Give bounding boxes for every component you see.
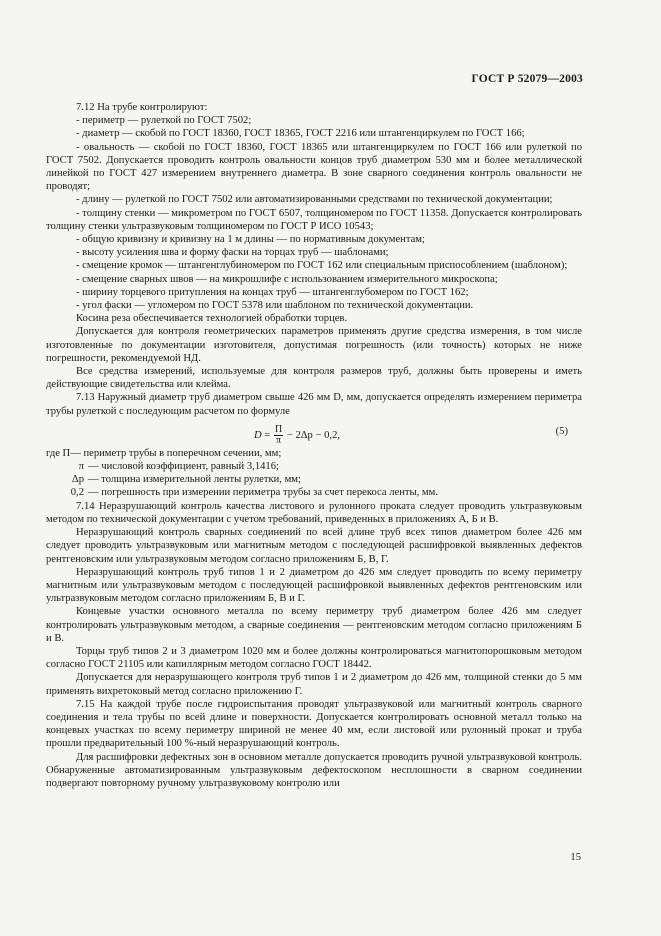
list-item: - смещение сварных швов — на микрошлифе с использованием измерительного микроскопа; bbox=[76, 273, 498, 285]
paragraph: Все средства измерений, используемые для контроля размеров труб, должны быть проверены и иметь действующие свидетельства или клейма. bbox=[46, 366, 582, 391]
where-definition: — погрешность при измерении периметра трубы за счет перекоса ленты, мм. bbox=[88, 487, 438, 499]
clause-7-15: 7.15 На каждой трубе после гидроиспытания проводят ультразвуковой или магнитный контроль сварного соединения и тела трубы по всей длине и поверхности. Допускается контролировать основной металл только на концевых участках по всему периметру шириной не менее 40 мм, если листовой или рулонный прокат и труба прошли предварительный 100 %-ный неразрушающий контроль. bbox=[46, 698, 582, 750]
where-definition: — числовой коэффициент, равный 3,1416; bbox=[88, 461, 279, 473]
paragraph: Концевые участки основного металла по всему периметру труб диаметром более 426 мм следует контролировать ультразвуковым методом, а сварные соединения — рентгеновским методом согласно приложениям Б и В. bbox=[46, 606, 582, 644]
formula-fraction bbox=[274, 425, 283, 446]
paragraph: Неразрушающий контроль труб типов 1 и 2 диаметром до 426 мм следует проводить по всему периметру магнитным или ультразвуковым методом с последующей расшифровкой выявленных дефектов рентгеновским или ультразвуковым методом согласно приложениям Б, В и Г. bbox=[46, 566, 582, 605]
list-item: - ширину торцевого притупления на концах труб — штангенглубомером по ГОСТ 162; bbox=[76, 286, 469, 298]
where-row bbox=[46, 473, 582, 486]
page-number: 15 bbox=[570, 852, 581, 863]
paragraph: Допускается для неразрушающего контроля труб типов 1 и 2 диаметром до 426 мм, толщиной стенки до 5 мм применять вихретоковый метод согласно приложению Г. bbox=[46, 672, 582, 697]
fraction-denominator: π bbox=[276, 434, 282, 446]
clause-7-12: 7.12 На трубе контролируют: bbox=[76, 102, 208, 113]
where-symbol: где П bbox=[46, 447, 71, 459]
paragraph: Торцы труб типов 2 и 3 диаметром 1020 мм и более должны контролироваться магнитопорошковым методом согласно ГОСТ 21105 или капиллярным методом согласно ГОСТ 18442. bbox=[46, 645, 582, 671]
list-item: - смещение кромок — штангенглубиномером по ГОСТ 162 или специальным приспособлением (шаблоном); bbox=[76, 260, 568, 272]
list-item: - овальность — скобой по ГОСТ 18360, ГОСТ 18365 или штангенциркулем по ГОСТ 166 или рулеткой по ГОСТ 7502. Допускается проводить контроль овальности концов труб диаметром 530 мм и более металлической линейкой по ГОСТ 427 измерением внутреннего диаметра. В зоне сварного соединения контроль овальности не проводят; bbox=[46, 141, 582, 193]
clause-7-13: 7.13 Наружный диаметр труб диаметром свыше 426 мм D, мм, допускается определять измерением периметра трубы рулеткой с последующим расчетом по формуле bbox=[46, 392, 582, 417]
clause-7-14: 7.14 Неразрушающий контроль качества листового и рулонного проката следует проводить ультразвуковым методом по технической документации с учетом требований, приведенных в приложениях А, Б и В. bbox=[46, 500, 582, 525]
paragraph: Допускается для контроля геометрических параметров применять другие средства измерения, в том числе изготовленные по документации изготовителя, допустимая погрешность (или точность) которых не ниже погрешности, рекомендуемой НД. bbox=[46, 326, 582, 364]
where-definition: — толщина измерительной ленты рулетки, мм; bbox=[88, 474, 301, 486]
where-row bbox=[46, 460, 582, 473]
list-item: - длину — рулеткой по ГОСТ 7502 или автоматизированными средствами по технической документации; bbox=[76, 194, 553, 206]
list-item: - угол фаски — угломером по ГОСТ 5378 или шаблоном по технической документации. bbox=[76, 300, 474, 312]
paragraph: Косина реза обеспечивается технологией обработки торцев. bbox=[76, 313, 348, 325]
paragraph: Неразрушающий контроль сварных соединений по всей длине труб всех типов диаметром более 426 мм следует проводить ультразвуковым или магнитным методом с последующей расшифровкой выявленных дефектов рентгеновским или ультразвуковым методом согласно приложениям Б, В, Г. bbox=[46, 527, 582, 565]
where-definition: — периметр трубы в поперечном сечении, мм; bbox=[70, 447, 282, 459]
paragraph: Для расшифровки дефектных зон в основном металле допускается проводить ручной ультразвуковой контроль. Обнаруженные автоматизированным ультразвуковым дефектоскопом несплошности в сварном соединении подвергают повторному ручному ультразвуковому контролю или bbox=[46, 751, 582, 789]
formula-equals: = bbox=[261, 429, 273, 441]
list-item: - высоту усиления шва и форму фаски на торцах труб — шаблонами; bbox=[76, 247, 389, 259]
where-symbol: Δр bbox=[71, 474, 84, 486]
document-body bbox=[46, 101, 582, 790]
formula-lhs: D bbox=[254, 429, 262, 441]
list-item: - периметр — рулеткой по ГОСТ 7502; bbox=[76, 115, 252, 127]
fraction-numerator: П bbox=[274, 423, 283, 435]
where-symbol: 0,2 bbox=[70, 487, 84, 499]
list-item: - толщину стенки — микрометром по ГОСТ 6507, толщиномером по ГОСТ 11358. Допускается контролировать толщину стенки ультразвуковым толщиномером по ГОСТ Р ИСО 10543; bbox=[46, 207, 582, 232]
where-row bbox=[46, 486, 582, 499]
formula-5 bbox=[46, 421, 582, 446]
list-item: - общую кривизну и кривизну на 1 м длины — по нормативным документам; bbox=[76, 234, 425, 246]
formula-rest: − 2Δр − 0,2, bbox=[284, 429, 341, 441]
formula-expression bbox=[254, 425, 340, 446]
formula-number: (5) bbox=[555, 425, 568, 437]
list-item: - диаметр — скобой по ГОСТ 18360, ГОСТ 18365, ГОСТ 2216 или штангенциркулем по ГОСТ 166; bbox=[76, 128, 525, 140]
where-symbol: π bbox=[78, 461, 84, 473]
where-row bbox=[46, 447, 582, 460]
standard-header: ГОСТ Р 52079—2003 bbox=[471, 73, 583, 85]
